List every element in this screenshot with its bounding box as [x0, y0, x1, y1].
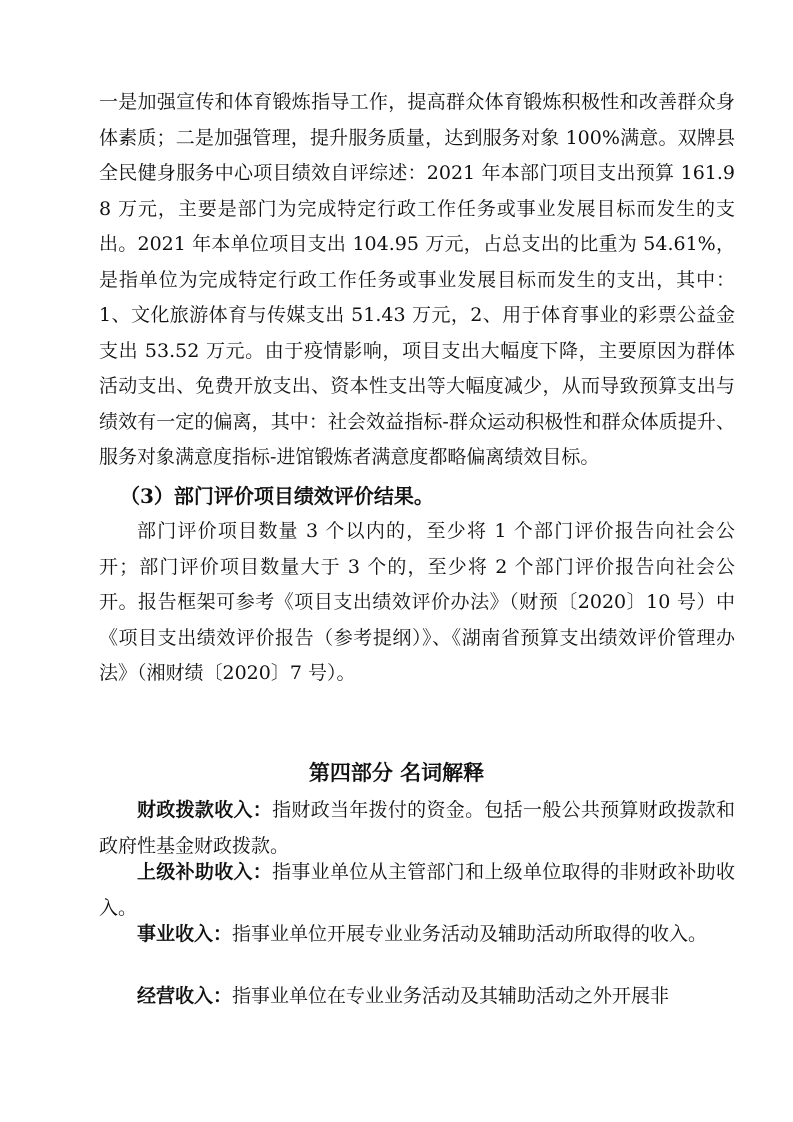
definition-term: 财政拨款收入： — [137, 799, 273, 821]
definition-operating-income — [99, 979, 735, 1015]
part-four-title: 第四部分 名词解释 — [308, 760, 485, 785]
body-paragraph-evaluation-disclosure: 部门评价项目数量 3 个以内的，至少将 1 个部门评价报告向社会公开；部门评价项目数量大于 3 个的，至少将 2 个部门评价报告向社会公开。报告框架可参考《项目支出绩效评价办法》（财预〔2020〕10 号）中《项目支出绩效评价报告（参考提纲）》、《湖南省预算支出绩效评价管理办法》（湘财绩〔2020〕7 号）。 — [99, 520, 735, 684]
definition-text: 指事业单位在专业业务活动及其辅助活动之外开展非 — [232, 985, 670, 1007]
definition-text: 指事业单位从主管部门和上级单位取得的非财政补助收入。 — [99, 861, 735, 919]
definition-term: 经营收入： — [137, 985, 233, 1007]
definition-text: 指财政当年拨付的资金。包括一般公共预算财政拨款和政府性基金财政拨款。 — [99, 799, 735, 857]
definition-superior-subsidy-income — [99, 855, 735, 926]
definition-text: 指事业单位开展专业业务活动及辅助活动所取得的收入。 — [232, 923, 708, 945]
definition-fiscal-appropriation-income — [99, 793, 735, 864]
definition-business-income — [99, 917, 735, 953]
body-paragraph-performance-summary: 一是加强宣传和体育锻炼指导工作，提高群众体育锻炼积极性和改善群众身体素质；二是加强管理，提升服务质量，达到服务对象 100%满意。双牌县全民健身服务中心项目绩效自评综述：2021 年本部门项目支出预算 161.98 万元，主要是部门为完成特定行政工作任务或事业发展目标而发生的支出。2021 年本单位项目支出 104.95 万元，占总支出的比重为 54.61%，是指单位为完成特定行政工作任务或事业发展目标而发生的支出，其中：1、文化旅游体育与传媒支出 51.43 万元，2、用于体育事业的彩票公益金支出 53.52 万元。由于疫情影响，项目支出大幅度下降，主要原因为群体活动支出、免费开放支出、资本性支出等大幅度减少，从而导致预算支出与绩效有一定的偏离，其中：社会效益指标-群众运动积极性和群众体质提升、服务对象满意度指标-进馆锻炼者满意度都略偏离绩效目标。 — [99, 91, 735, 468]
definition-term: 事业收入： — [137, 923, 233, 945]
section-heading-dept-evaluation-results: （3）部门评价项目绩效评价结果。 — [120, 484, 434, 508]
definition-term: 上级补助收入： — [137, 861, 273, 883]
